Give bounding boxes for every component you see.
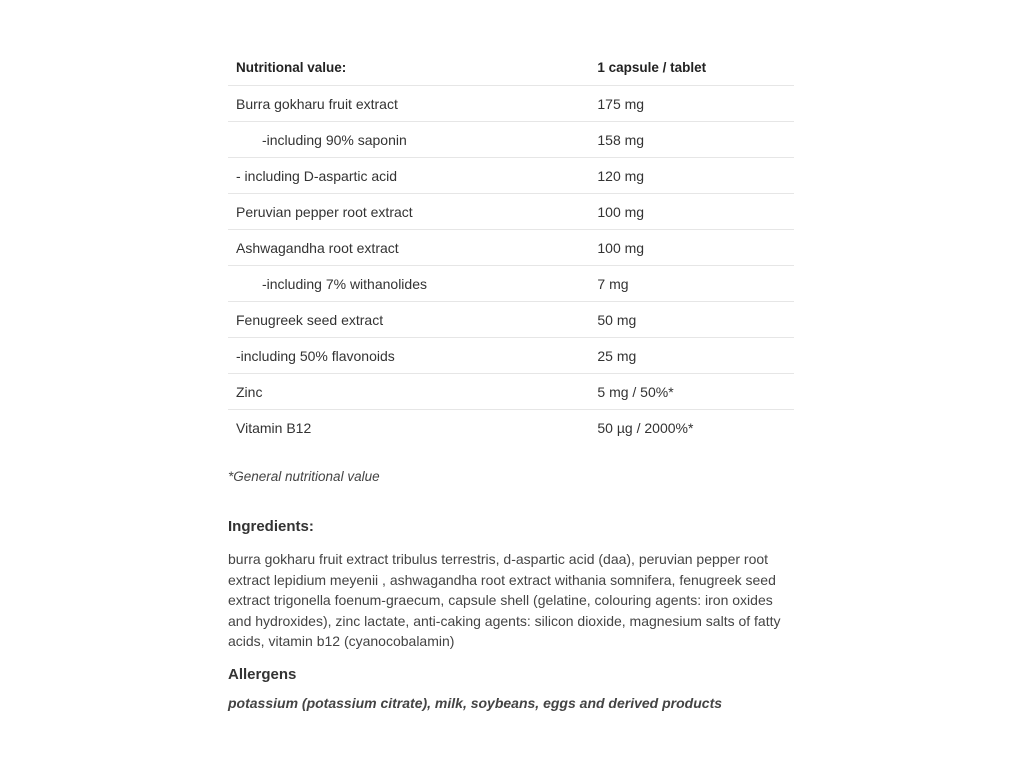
row-name: -including 50% flavonoids	[228, 338, 597, 374]
table-row	[228, 302, 794, 338]
table-row	[228, 122, 794, 158]
row-name: -including 90% saponin	[228, 122, 597, 158]
ingredients-text: burra gokharu fruit extract tribulus terrestris, d-aspartic acid (daa), peruvian pepper root extract lepidium meyenii , ashwagandha root extract withania somnifera, fenugreek seed extract trigonella foenum-graecum, capsule shell (gelatine, colouring agents: iron oxides and hydroxides), zinc lactate, anti-caking agents: silicon dioxide, magnesium salts of fatty acids, vitamin b12 (cyanocobalamin)	[228, 551, 781, 649]
header-amount: 1 capsule / tablet	[597, 50, 794, 86]
row-name: - including D-aspartic acid	[228, 158, 597, 194]
table-header-row	[228, 50, 794, 86]
row-amount: 7 mg	[597, 266, 794, 302]
header-nutritional-value: Nutritional value:	[228, 50, 597, 86]
table-row	[228, 158, 794, 194]
table-row	[228, 338, 794, 374]
row-amount: 25 mg	[597, 338, 794, 374]
row-amount: 100 mg	[597, 194, 794, 230]
row-name: Peruvian pepper root extract	[228, 194, 597, 230]
table-row	[228, 410, 794, 446]
table-row	[228, 194, 794, 230]
row-amount: 5 mg / 50%*	[597, 374, 794, 410]
allergens-text: potassium (potassium citrate), milk, soybeans, eggs and derived products	[228, 694, 723, 711]
row-amount: 100 mg	[597, 230, 794, 266]
row-amount: 50 µg / 2000%*	[597, 419, 694, 436]
row-name: -including 7% withanolides	[228, 266, 597, 302]
row-name: Ashwagandha root extract	[228, 230, 597, 266]
row-amount: 158 mg	[597, 122, 794, 158]
row-name: Zinc	[228, 374, 597, 410]
footnote: *General nutritional value	[228, 469, 380, 484]
row-amount: 50 mg	[597, 302, 794, 338]
nutrition-table	[228, 50, 794, 445]
table-row	[228, 374, 794, 410]
ingredients-heading: Ingredients:	[228, 518, 314, 535]
table-row	[228, 266, 794, 302]
row-amount: 175 mg	[597, 86, 794, 122]
row-name: Burra gokharu fruit extract	[228, 86, 597, 122]
table-row	[228, 230, 794, 266]
allergens-heading: Allergens	[228, 665, 297, 683]
row-amount: 120 mg	[597, 158, 794, 194]
row-name: Fenugreek seed extract	[228, 302, 597, 338]
table-row	[228, 86, 794, 122]
nutrition-info	[228, 50, 794, 711]
row-name: Vitamin B12	[236, 419, 312, 436]
